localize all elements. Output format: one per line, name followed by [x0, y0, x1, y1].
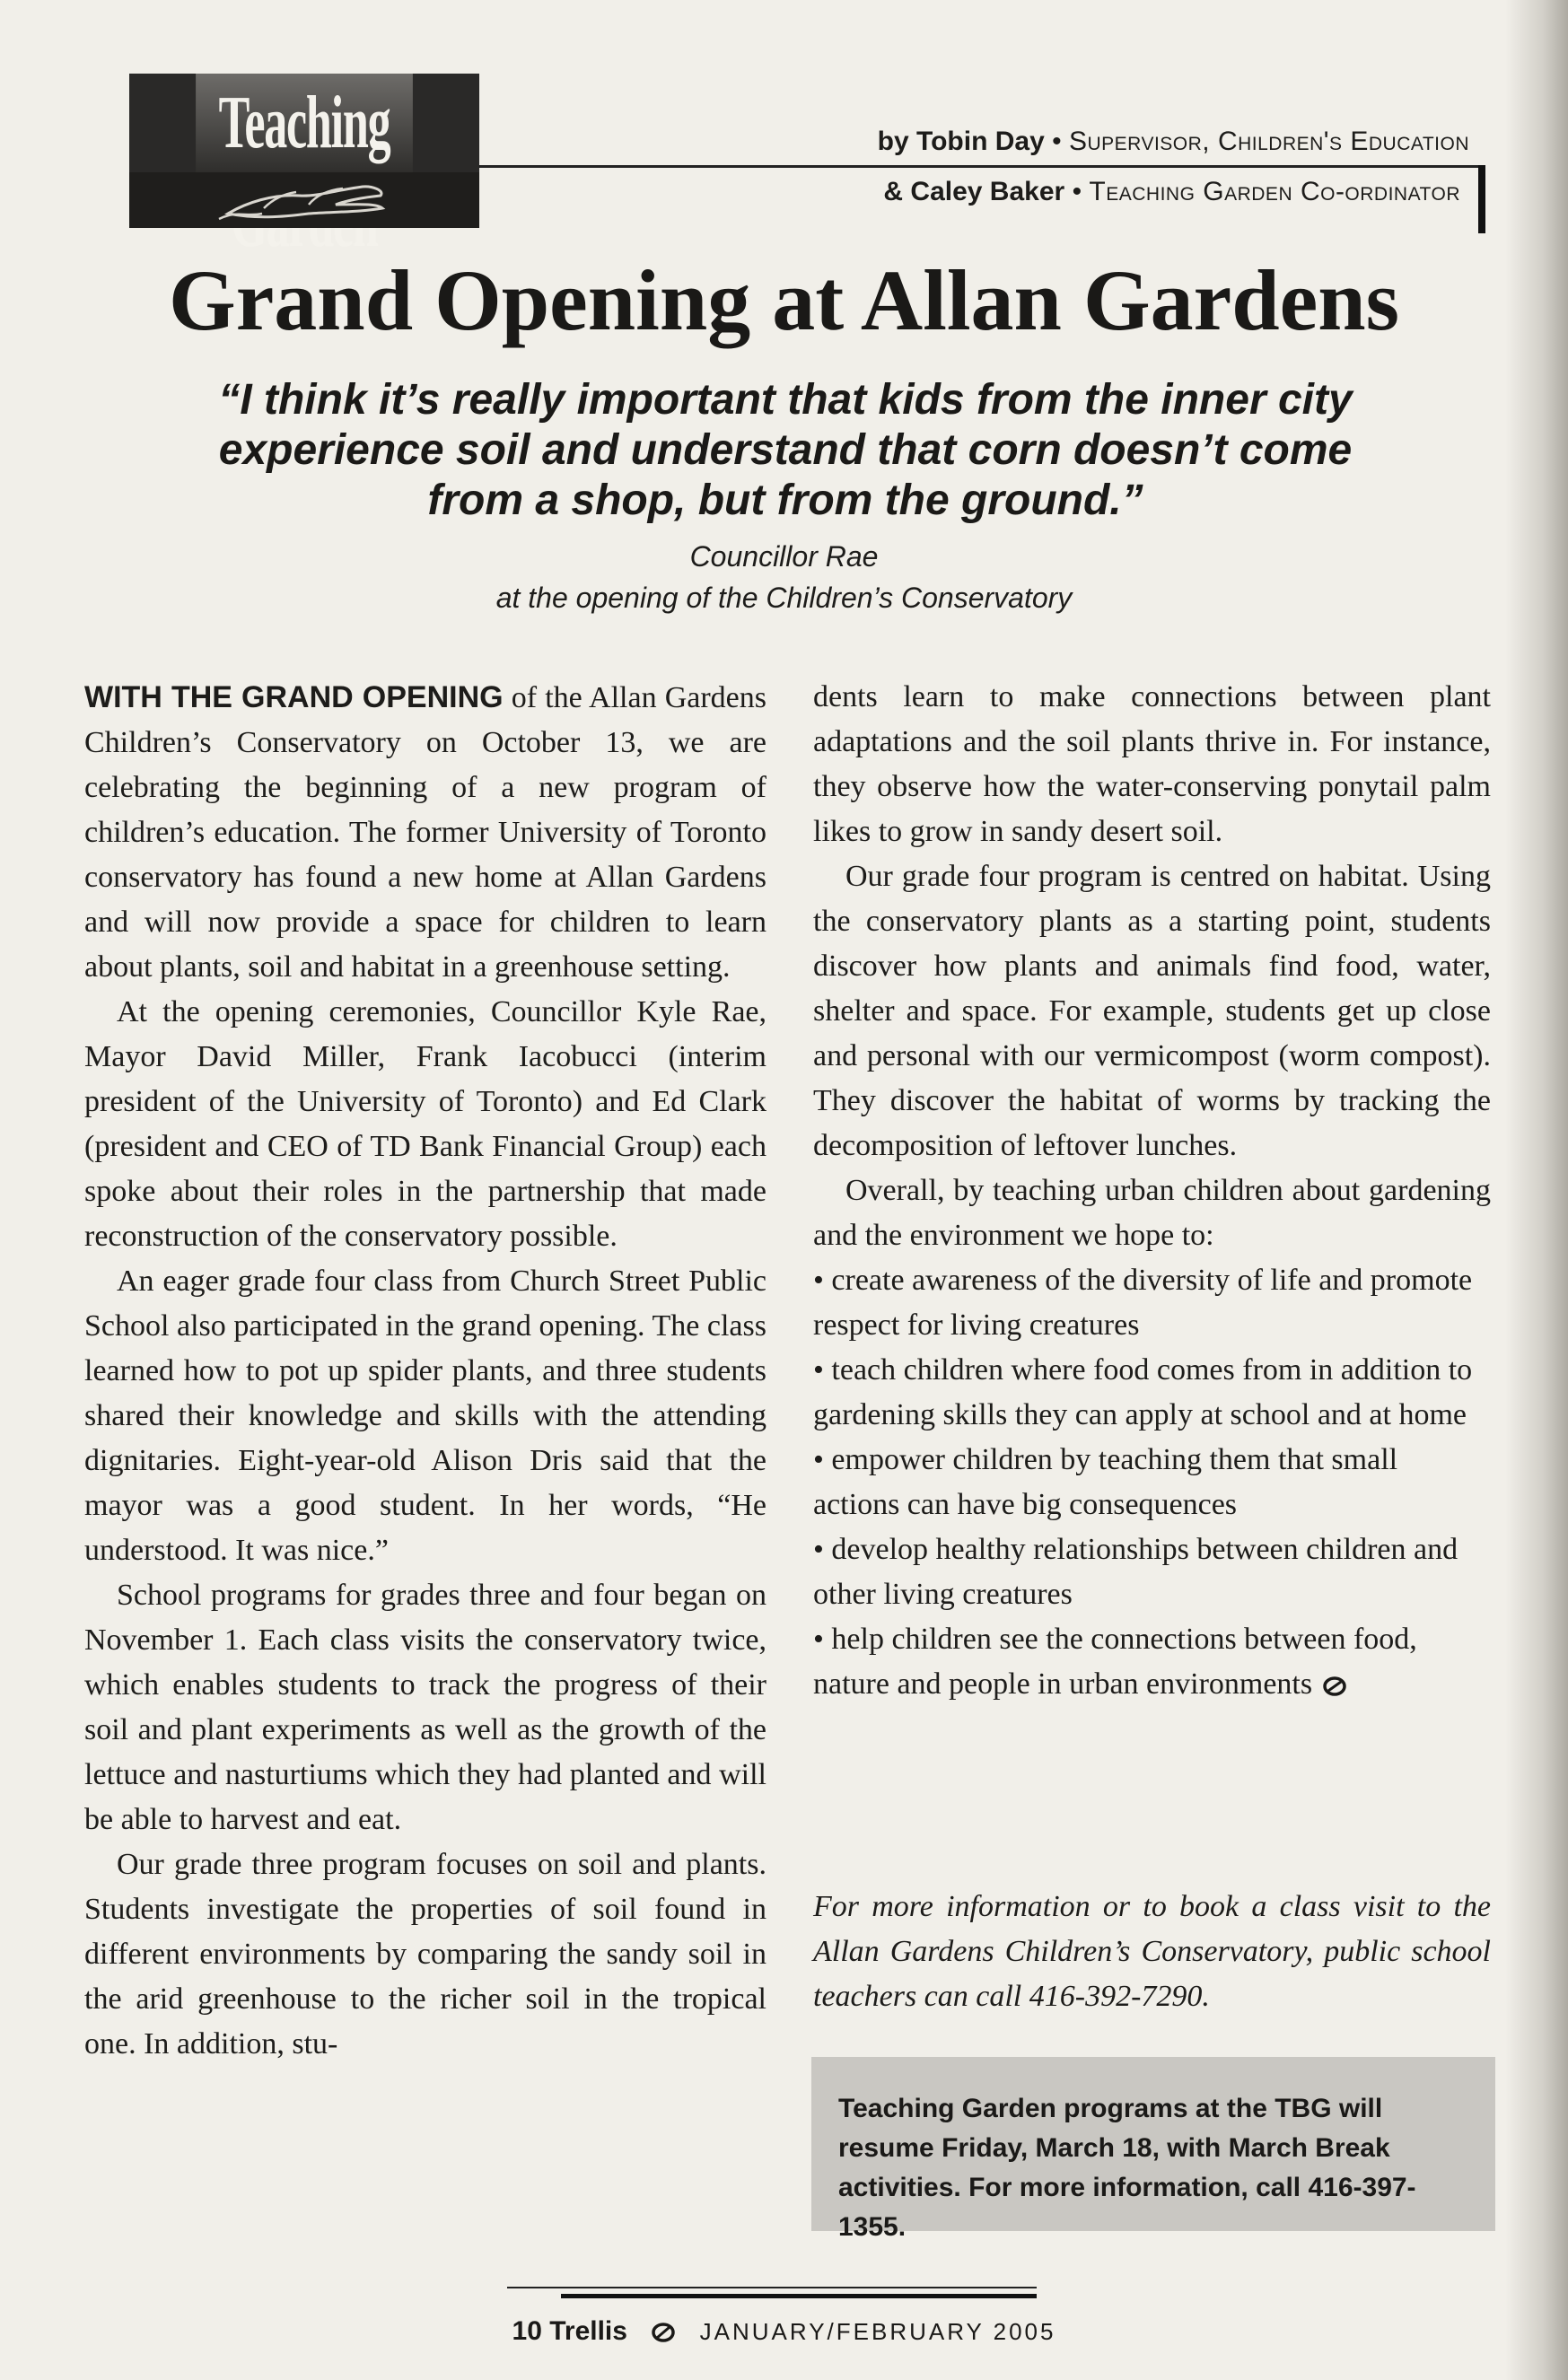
page-number: 10 Trellis	[512, 2316, 627, 2346]
article-headline: Grand Opening at Allan Gardens	[169, 252, 1399, 348]
notice-box	[811, 2057, 1495, 2242]
page-footer	[0, 2314, 1568, 2349]
goal-bullet: • empower children by teaching them that small actions can have big consequences	[813, 1443, 1398, 1521]
author-1-name: by Tobin Day	[877, 127, 1045, 156]
article-column-right	[813, 675, 1491, 1707]
paragraph-6: Our grade four program is centred on habitat. Using the conservatory plants as a starting point, students discover how plants and animals find food, water, shelter and space. For example, students get up close and personal with our vermicompost (worm compost). They discover the habitat of worms by tracking the decomposition of leftover lunches.	[813, 860, 1491, 1162]
author-2-role: Teaching Garden Co-ordinator	[1089, 177, 1460, 206]
quote-context: at the opening of the Children’s Conservatory	[495, 582, 1073, 614]
teaching-garden-logo	[129, 74, 479, 228]
paragraph-1	[84, 675, 766, 990]
footer-rule	[507, 2287, 1037, 2288]
header-vertical-rule	[1478, 165, 1485, 233]
issue-date: JANUARY/FEBRUARY 2005	[699, 2318, 1056, 2345]
byline-separator: •	[1072, 177, 1082, 206]
byline-separator: •	[1052, 127, 1062, 156]
byline-author-1	[878, 126, 1469, 158]
article-column-left	[84, 675, 766, 2067]
pull-quote: “I think it’s really important that kids from the inner city experience soil and understand that corn doesn’t come from a shop, but from the ground.”	[218, 376, 1353, 524]
goal-bullet-text: • help children see the connections between food, nature and people in urban environments	[813, 1623, 1417, 1701]
footer-rule-thick	[561, 2294, 1037, 2298]
page-binding-shadow	[1505, 0, 1568, 2380]
hands-with-plant-icon	[210, 178, 399, 223]
end-mark-icon	[1323, 1675, 1346, 1698]
goal-bullet: • teach children where food comes from in addition to gardening skills they can apply at school and at home	[813, 1353, 1473, 1431]
goal-bullet: • create awareness of the diversity of life and promote respect for living creatures	[813, 1264, 1473, 1342]
logo-band	[129, 172, 479, 228]
trellis-logo-icon	[651, 2321, 676, 2344]
lead-in: WITH THE GRAND OPENING	[84, 680, 504, 714]
goal-bullet: • develop healthy relationships between children and other living creatures	[813, 1533, 1459, 1611]
author-2-name: & Caley Baker	[883, 177, 1065, 206]
paragraph-2: At the opening ceremonies, Councillor Kyle Rae, Mayor David Miller, Frank Iacobucci (interim president of the University of Toronto) and Ed Clark (president and CEO of TD Bank Financial Group) each spoke about their roles in the partnership that made reconstruction of the conservatory possible.	[84, 995, 766, 1253]
quote-speaker: Councillor Rae	[689, 540, 879, 573]
paragraph-5-continued: dents learn to make connections between plant adaptations and the soil plants thrive in. For instance, they observe how the water-conserving ponytail palm likes to grow in sandy desert soil.	[813, 680, 1491, 848]
goal-bullet-last	[813, 1617, 1491, 1707]
paragraph-1-text: of the Allan Gardens Children’s Conservatory on October 13, we are celebrating the beginning of a new program of children’s education. The former University of Toronto conservatory has found a new home at Allan Gardens and will now provide a space for children to learn about plants, soil and habitat in a greenhouse setting.	[84, 681, 766, 984]
paragraph-7: Overall, by teaching urban children about gardening and the environment we hope to:	[813, 1174, 1491, 1252]
header-rule	[479, 165, 1481, 168]
paragraph-4: School programs for grades three and four began on November 1. Each class visits the conservatory twice, which enables students to track the progress of their soil and plant experiments as well as the growth of the lettuce and nasturtiums which they had planted and will be able to harvest and eat.	[84, 1579, 766, 1836]
notice-text: Teaching Garden programs at the TBG will resume Friday, March 18, with March Break activities. For more information, call 416-397-1355.	[838, 2094, 1416, 2242]
byline-author-2	[883, 176, 1460, 208]
more-info-note: For more information or to book a class visit to the Allan Gardens Children’s Conservatory, public school teachers can call 416-392-7290.	[813, 1890, 1491, 2013]
logo-title: Teaching	[196, 74, 413, 172]
paragraph-3: An eager grade four class from Church Street Public School also participated in the grand opening. The class learned how to pot up spider plants, and three students shared their knowledge and skills with the attending dignitaries. Eight-year-old Alison Dris said that the mayor was a good student. In her words, “He understood. It was nice.”	[84, 1264, 766, 1567]
paragraph-5: Our grade three program focuses on soil and plants. Students investigate the properties of soil found in different environments by comparing the sandy soil in the arid greenhouse to the richer soil in the tropical one. In addition, stu-	[84, 1848, 766, 2061]
author-1-role: Supervisor, Children's Education	[1068, 127, 1469, 156]
